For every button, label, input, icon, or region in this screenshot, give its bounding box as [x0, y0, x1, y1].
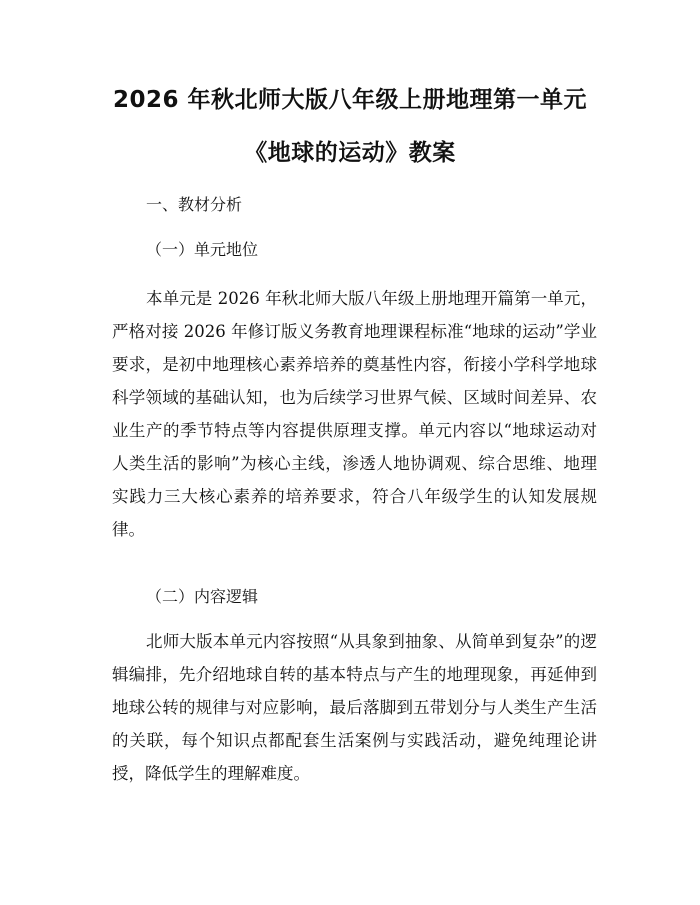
paragraph-unit-position: 本单元是 2026 年秋北师大版八年级上册地理开篇第一单元，严格对接 2026 年修订版义务教育地理课程标准“地球的运动”学业要求，是初中地理核心素养培养的奠基性内容，衔接小学科学地球科学领域的基础认知，也为后续学习世界气候、区域时间差异、农业生产的季节特点等内容提供原理支撑。单元内容以“地球运动对人类生活的影响”为核心主线，渗透人地协调观、综合思维、地理实践力三大核心素养的培养要求，符合八年级学生的认知发展规律。 [112, 289, 597, 539]
document-title-line2: 《地球的运动》教案 [244, 140, 456, 166]
subsection-heading-content-logic: （二）内容逻辑 [146, 587, 259, 606]
document-title-line1: 2026 年秋北师大版八年级上册地理第一单元 [112, 87, 588, 113]
section-heading-textbook-analysis: 一、教材分析 [146, 195, 243, 214]
paragraph-content-logic: 北师大版本单元内容按照“从具象到抽象、从简单到复杂”的逻辑编排，先介绍地球自转的基本特点与产生的地理现象，再延伸到地球公转的规律与对应影响，最后落脚到五带划分与人类生产生活的关联，每个知识点都配套生活案例与实践活动，避免纯理论讲授，降低学生的理解难度。 [112, 632, 597, 783]
subsection-heading-unit-position: （一）单元地位 [146, 240, 259, 259]
